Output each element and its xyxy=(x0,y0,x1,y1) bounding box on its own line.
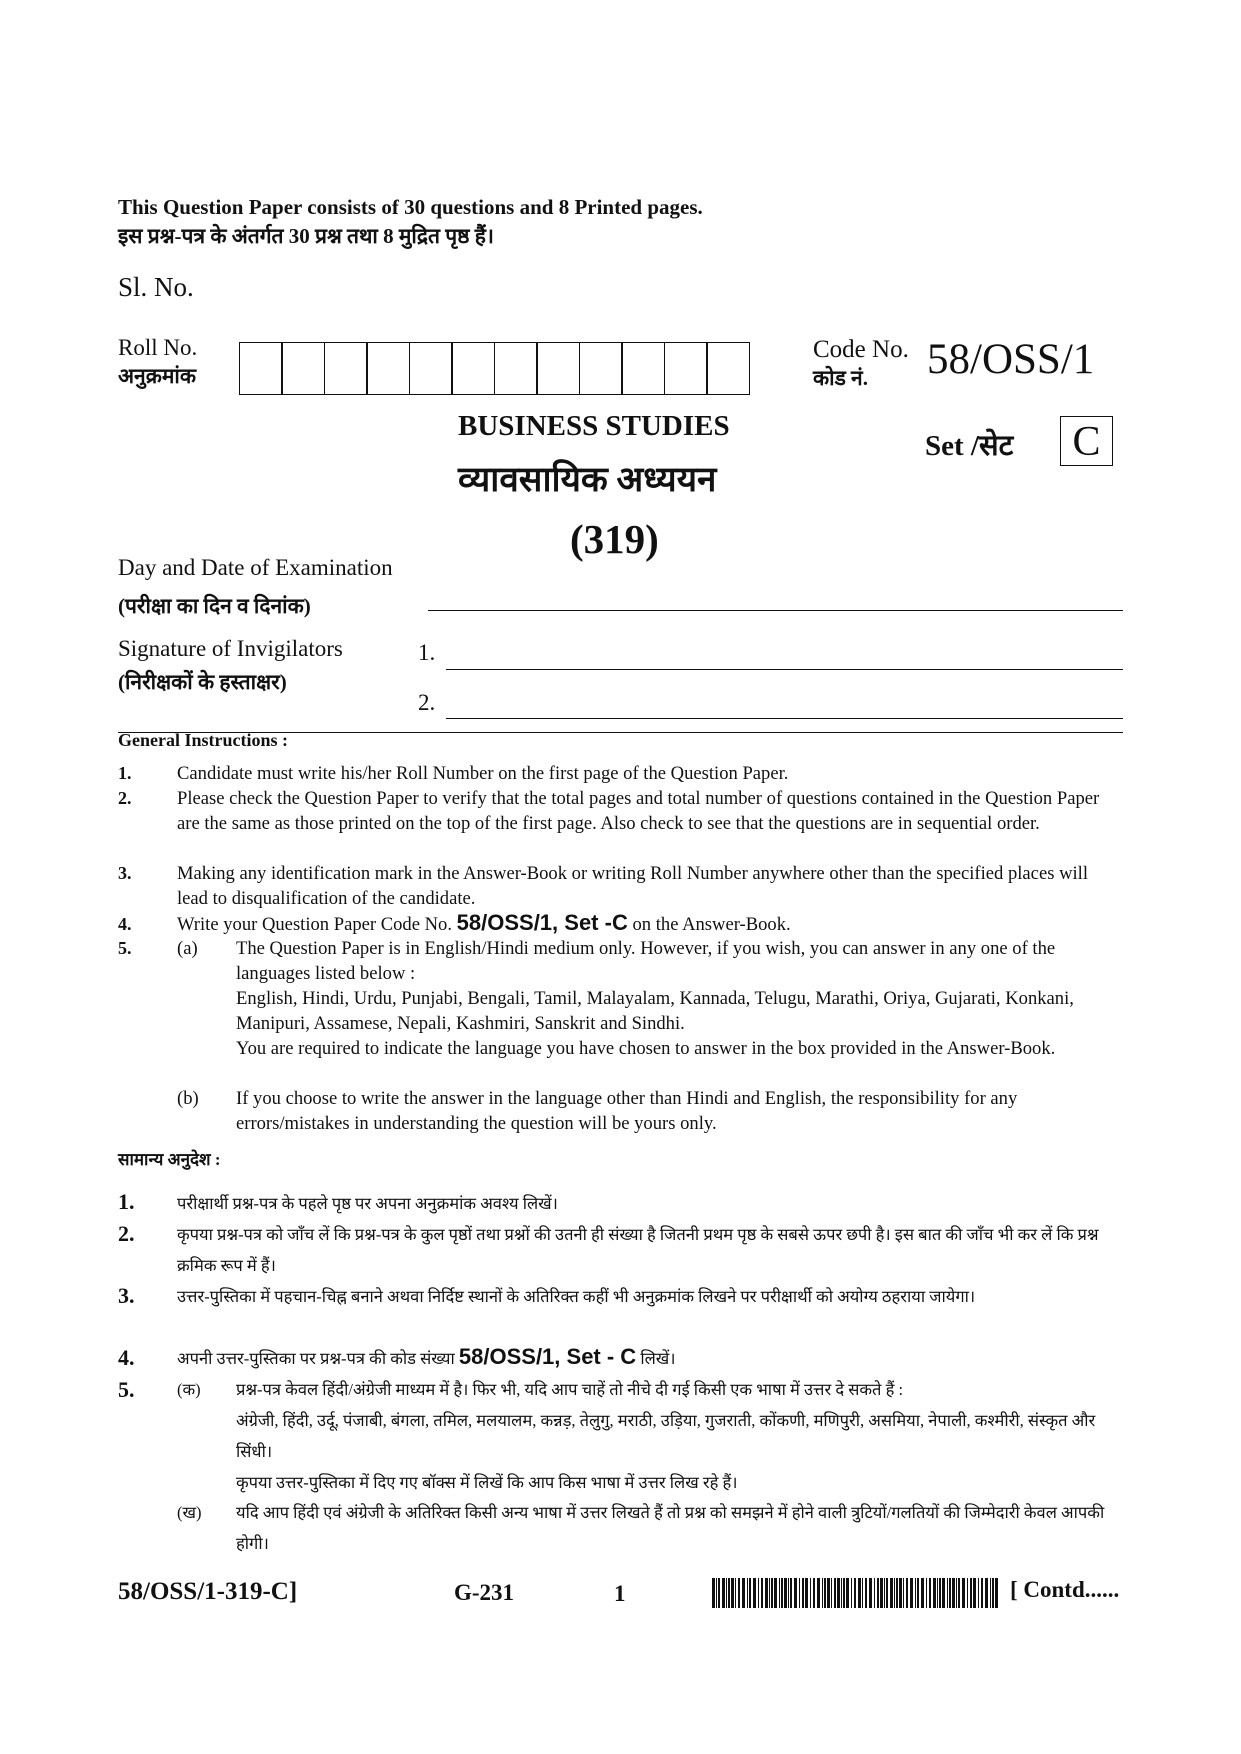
invigilator-2-signature-line[interactable] xyxy=(446,718,1123,719)
subject-title: BUSINESS STUDIES xyxy=(458,410,730,442)
instruction-number: 1. xyxy=(118,763,132,783)
code-number-label-hi: कोड नं. xyxy=(813,366,868,390)
set-value-box: C xyxy=(1060,416,1113,466)
serial-number-label: Sl. No. xyxy=(118,272,194,302)
invigilator-1-number: 1. xyxy=(418,640,436,665)
paper-summary-en: This Question Paper consists of 30 questions and 8 Printed pages. xyxy=(118,195,703,219)
subject-code: (319) xyxy=(570,516,659,562)
instruction-sub-item: प्रश्न-पत्र केवल हिंदी/अंग्रेजी माध्यम में है। फिर भी, यदि आप चाहें तो नीचे दी गई किसी एक भाषा में उत्तर दे सकते हैं : xyxy=(236,1380,904,1399)
roll-digit-box[interactable] xyxy=(706,342,750,395)
instruction-number: 4. xyxy=(118,1345,135,1370)
roll-number-label: Roll No. xyxy=(118,335,198,360)
instruction-item: Candidate must write his/her Roll Number on the first page of the Question Paper. xyxy=(177,763,789,784)
instruction-item: परीक्षार्थी प्रश्न-पत्र के पहले पृष्ठ पर अपना अनुक्रमांक अवश्य लिखें। xyxy=(177,1194,558,1213)
sub-item-label: (b) xyxy=(177,1088,199,1109)
instruction-item: Please check the Question Paper to verify that the total pages and total number of questions contained in the Question Paper are the same as those printed on the top of the first page. Also check to see that the questions are in sequential order. xyxy=(177,788,1100,834)
instruction-number: 3. xyxy=(118,863,132,883)
roll-digit-box[interactable] xyxy=(664,342,708,395)
instruction-item: कृपया प्रश्न-पत्र को जाँच लें कि प्रश्न-पत्र के कुल पृष्ठों तथा प्रश्नों की उतनी ही संख्या है जितनी प्रथम पृष्ठ के सबसे ऊपर छपी है। इस बात की जाँच भी कर लें कि प्रश्न क्रमिक रूप में हैं। xyxy=(177,1225,1099,1275)
instruction-text: Write your Question Paper Code No. xyxy=(177,914,457,935)
invigilator-2-number: 2. xyxy=(418,690,436,715)
footer-g-number: G-231 xyxy=(454,1580,515,1605)
roll-digit-box[interactable] xyxy=(366,342,410,395)
instruction-sub-item: अंग्रेजी, हिंदी, उर्दू, पंजाबी, बंगला, तमिल, मलयालम, कन्नड़, तेलुगु, मराठी, उड़िया, गुजराती, कोंकणी, मणिपुरी, असमिया, नेपाली, कश्मीरी, संस्कृत और सिंधी। xyxy=(236,1411,1096,1461)
invigilator-signature-label-hi: (निरीक्षकों के हस्ताक्षर) xyxy=(118,670,287,694)
paper-summary-hi: इस प्रश्न-पत्र के अंतर्गत 30 प्रश्न तथा 8 मुद्रित पृष्ठ हैं। xyxy=(118,224,494,248)
instruction-number: 5. xyxy=(118,938,132,958)
sub-item-label: (क) xyxy=(177,1380,201,1399)
instruction-item: उत्तर-पुस्तिका में पहचान-चिह्न बनाने अथवा निर्दिष्ट स्थानों के अतिरिक्त कहीं भी अनुक्रमांक लिखने पर परीक्षार्थी को अयोग्य ठहराया जायेगा। xyxy=(177,1287,976,1306)
page-number: 1 xyxy=(614,1581,626,1606)
roll-digit-box[interactable] xyxy=(451,342,495,395)
instruction-number: 4. xyxy=(118,914,132,934)
code-number-label: Code No. xyxy=(813,336,909,363)
roll-digit-box[interactable] xyxy=(621,342,665,395)
roll-digit-box[interactable] xyxy=(281,342,325,395)
roll-digit-box[interactable] xyxy=(409,342,453,395)
instruction-sub-item: कृपया उत्तर-पुस्तिका में दिए गए बॉक्स में लिखें कि आप किस भाषा में उत्तर लिख रहे हैं। xyxy=(236,1473,738,1492)
general-instructions-title-hi: सामान्य अनुदेश : xyxy=(118,1150,221,1169)
general-instructions-title: General Instructions : xyxy=(118,730,288,750)
instruction-sub-item: The Question Paper is in English/Hindi medium only. However, if you wish, you can answer in any one of the languages listed below : xyxy=(236,938,1056,984)
instruction-text: on the Answer-Book. xyxy=(627,914,791,935)
instruction-number: 1. xyxy=(118,1189,135,1214)
roll-digit-box[interactable] xyxy=(494,342,538,395)
exam-date-label-hi: (परीक्षा का दिन व दिनांक) xyxy=(118,594,311,618)
roll-digit-box[interactable] xyxy=(239,342,283,395)
instruction-sub-item: English, Hindi, Urdu, Punjabi, Bengali, Tamil, Malayalam, Kannada, Telugu, Marathi, Oriya, Gujarati, Konkani, Manipuri, Assamese, Nepali, Kashmiri, Sanskrit and Sindhi. xyxy=(236,988,1074,1034)
sub-item-label: (a) xyxy=(177,938,198,959)
instruction-item: Making any identification mark in the Answer-Book or writing Roll Number anywhere other than the specified places will lead to disqualification of the candidate. xyxy=(177,863,1089,909)
instruction-sub-item: यदि आप हिंदी एवं अंग्रेजी के अतिरिक्त किसी अन्य भाषा में उत्तर लिखते हैं तो प्रश्न को समझने में होने वाली त्रुटियों/गलतियों की जिम्मेदारी केवल आपकी होगी। xyxy=(236,1503,1105,1553)
barcode xyxy=(712,1578,998,1608)
paper-code-inline: 58/OSS/1, Set - C xyxy=(458,1344,637,1369)
paper-code-inline: 58/OSS/1, Set -C xyxy=(456,910,628,935)
sub-item-label: (ख) xyxy=(177,1503,202,1522)
instruction-number: 5. xyxy=(118,1377,135,1402)
instruction-item xyxy=(177,910,1122,937)
instruction-sub-item: If you choose to write the answer in the language other than Hindi and English, the responsibility for any errors/mistakes in understanding the question will be yours only. xyxy=(236,1088,1018,1134)
roll-number-boxes[interactable] xyxy=(240,342,750,395)
set-label: Set /सेट xyxy=(925,430,1014,462)
instruction-text: लिखें। xyxy=(636,1349,676,1368)
roll-digit-box[interactable] xyxy=(324,342,368,395)
instruction-sub-item: You are required to indicate the language you have chosen to answer in the box provided in the Answer-Book. xyxy=(236,1038,1056,1059)
exam-date-line[interactable] xyxy=(428,610,1123,611)
invigilator-signature-label: Signature of Invigilators xyxy=(118,636,343,661)
exam-date-label: Day and Date of Examination xyxy=(118,555,393,580)
continued-marker: [ Contd...... xyxy=(1010,1577,1120,1602)
invigilator-1-signature-line[interactable] xyxy=(446,669,1123,670)
roll-digit-box[interactable] xyxy=(579,342,623,395)
roll-digit-box[interactable] xyxy=(536,342,580,395)
instruction-number: 2. xyxy=(118,1221,135,1246)
instruction-number: 2. xyxy=(118,788,132,808)
subject-title-hi: व्यावसायिक अध्ययन xyxy=(458,460,717,499)
instruction-text: अपनी उत्तर-पुस्तिका पर प्रश्न-पत्र की कोड संख्या xyxy=(177,1349,459,1368)
roll-number-label-hi: अनुक्रमांक xyxy=(118,364,196,388)
instruction-number: 3. xyxy=(118,1283,135,1308)
footer-paper-code: 58/OSS/1-319-C] xyxy=(118,1578,298,1605)
code-number-value: 58/OSS/1 xyxy=(927,336,1095,383)
instruction-item xyxy=(177,1341,1122,1374)
